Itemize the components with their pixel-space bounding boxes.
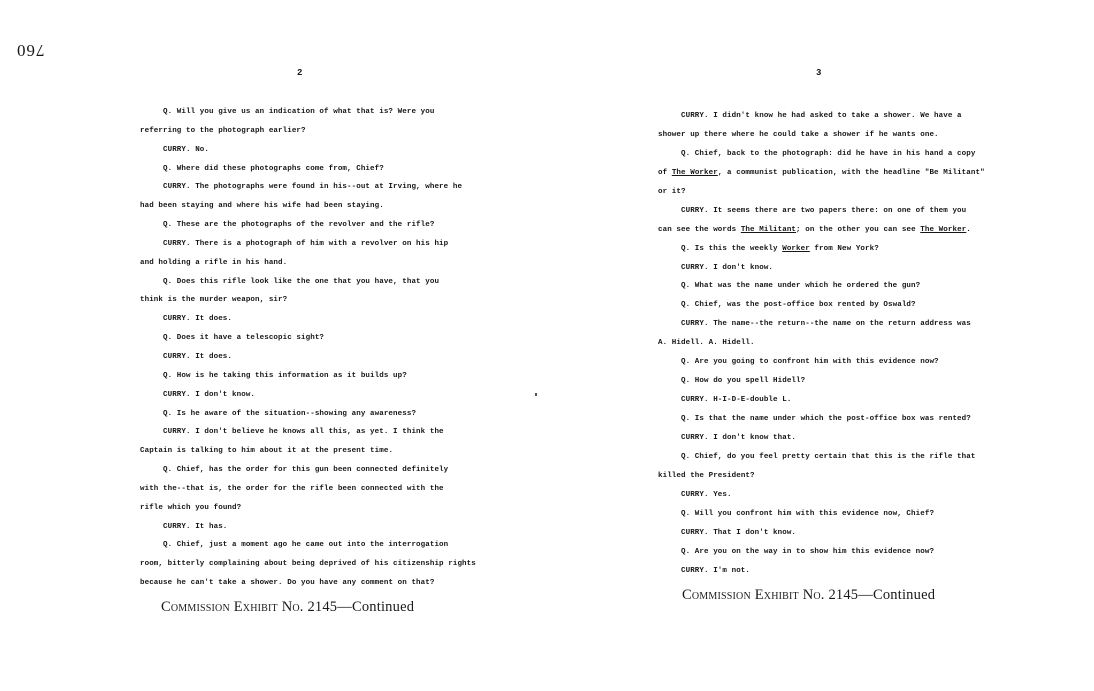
right-page-number: 3 xyxy=(816,68,822,78)
transcript-line: Q. Chief, has the order for this gun been connected definitely xyxy=(163,466,449,475)
transcript-line: Q. Chief, do you feel pretty certain that this is the rifle that xyxy=(681,452,976,461)
transcript-line: Q. Is he aware of the situation--showing any awareness? xyxy=(163,409,417,418)
right-bottom-lines xyxy=(658,259,1003,581)
transcript-line: shower up there where he could take a shower if he wants one. xyxy=(658,130,939,139)
transcript-line: Q. Are you on the way in to show him this evidence now? xyxy=(681,547,935,556)
right-page-transcript xyxy=(658,107,1003,580)
transcript-line: Q. Are you going to confront him with this evidence now? xyxy=(681,358,939,367)
transcript-line: CURRY. The photographs were found in his--out at Irving, where he xyxy=(163,183,463,192)
transcript-line: Q. What was the name under which he ordered the gun? xyxy=(681,282,921,291)
publication-title: The Worker xyxy=(920,225,967,234)
transcript-line: CURRY. I didn't know he had asked to take a shower. We have a xyxy=(681,112,962,120)
scan-speck xyxy=(535,393,537,396)
transcript-line: CURRY. No. xyxy=(163,145,210,154)
transcript-line: CURRY. Yes. xyxy=(681,490,732,499)
left-page-number: 2 xyxy=(297,68,303,78)
transcript-line: killed the President? xyxy=(658,471,755,480)
transcript-line: Q. How do you spell Hidell? xyxy=(681,377,806,386)
transcript-line: CURRY. I don't believe he knows all this, as yet. I think the xyxy=(163,428,444,437)
transcript-line: Q. Is that the name under which the post-office box was rented? xyxy=(681,415,971,423)
transcript-line: or it? xyxy=(658,187,686,196)
publication-title: The Worker xyxy=(671,168,718,177)
transcript-line: CURRY. It does. xyxy=(163,352,233,361)
publication-title: The Militant xyxy=(740,225,797,234)
transcript-line: Q. How is he taking this information as it builds up? xyxy=(163,371,407,380)
transcript-line: Q. Will you give us an indication of what that is? Were you xyxy=(163,108,435,116)
transcript-line: Q. Is this the weekly Worker from New York? xyxy=(681,244,879,253)
transcript-line: think is the murder weapon, sir? xyxy=(140,296,288,305)
transcript-line: Q. These are the photographs of the revolver and the rifle? xyxy=(163,221,435,230)
transcript-line: CURRY. It does. xyxy=(163,315,233,324)
transcript-line: CURRY. That I don't know. xyxy=(681,528,797,537)
left-page-transcript xyxy=(140,103,500,593)
transcript-line: CURRY. I don't know. xyxy=(681,263,774,272)
transcript-line: Q. Chief, back to the photograph: did he have in his hand a copy xyxy=(681,149,976,158)
transcript-line: CURRY. There is a photograph of him with a revolver on his hip xyxy=(163,239,449,248)
transcript-line: CURRY. I'm not. xyxy=(681,566,751,575)
transcript-line: CURRY. It seems there are two papers there: on one of them you xyxy=(681,206,967,215)
transcript-line: had been staying and where his wife had been staying. xyxy=(140,202,384,211)
transcript-line: because he can't take a shower. Do you have any comment on that? xyxy=(140,579,435,588)
transcript-line: room, bitterly complaining about being deprived of his citizenship rights xyxy=(140,560,476,569)
transcript-line: and holding a rifle in his hand. xyxy=(140,258,288,267)
sheet-number: 760 xyxy=(16,41,45,60)
transcript-line: CURRY. H-I-D-E-double L. xyxy=(681,396,792,405)
transcript-line: Q. Where did these photographs come from, Chief? xyxy=(163,164,384,173)
caption-prefix: Commission Exhibit No. xyxy=(161,599,304,615)
transcript-line: of The Worker, a communist publication, with the headline "Be Militant" xyxy=(658,168,985,177)
transcript-line: CURRY. I don't know that. xyxy=(681,433,797,442)
transcript-line: rifle which you found? xyxy=(140,503,242,512)
transcript-line: CURRY. It has. xyxy=(163,522,228,531)
transcript-line: Q. Does this rifle look like the one that you have, that you xyxy=(163,277,440,286)
left-page-caption xyxy=(161,599,414,616)
caption-number: 2145—Continued xyxy=(828,587,936,603)
right-top-lines xyxy=(658,107,1003,164)
transcript-line: with the--that is, the order for the rifle been connected with the xyxy=(140,484,444,493)
transcript-line: CURRY. The name--the return--the name on the return address was xyxy=(681,320,971,329)
transcript-line: A. Hidell. A. Hidell. xyxy=(658,339,755,348)
publication-title: Worker xyxy=(782,244,810,253)
caption-number: 2145—Continued xyxy=(307,599,415,615)
transcript-line: CURRY. I don't know. xyxy=(163,390,256,399)
transcript-line: Q. Will you confront him with this evidence now, Chief? xyxy=(681,509,935,518)
transcript-line: Q. Does it have a telescopic sight? xyxy=(163,334,325,343)
right-page-caption xyxy=(682,587,935,604)
caption-prefix: Commission Exhibit No. xyxy=(682,587,825,603)
transcript-line: can see the words The Militant; on the other you can see The Worker. xyxy=(658,225,971,234)
transcript-line: referring to the photograph earlier? xyxy=(140,126,306,135)
transcript-line: Q. Chief, was the post-office box rented by Oswald? xyxy=(681,301,916,310)
transcript-line: Captain is talking to him about it at the present time. xyxy=(140,447,394,456)
transcript-line: Q. Chief, just a moment ago he came out into the interrogation xyxy=(163,541,449,550)
